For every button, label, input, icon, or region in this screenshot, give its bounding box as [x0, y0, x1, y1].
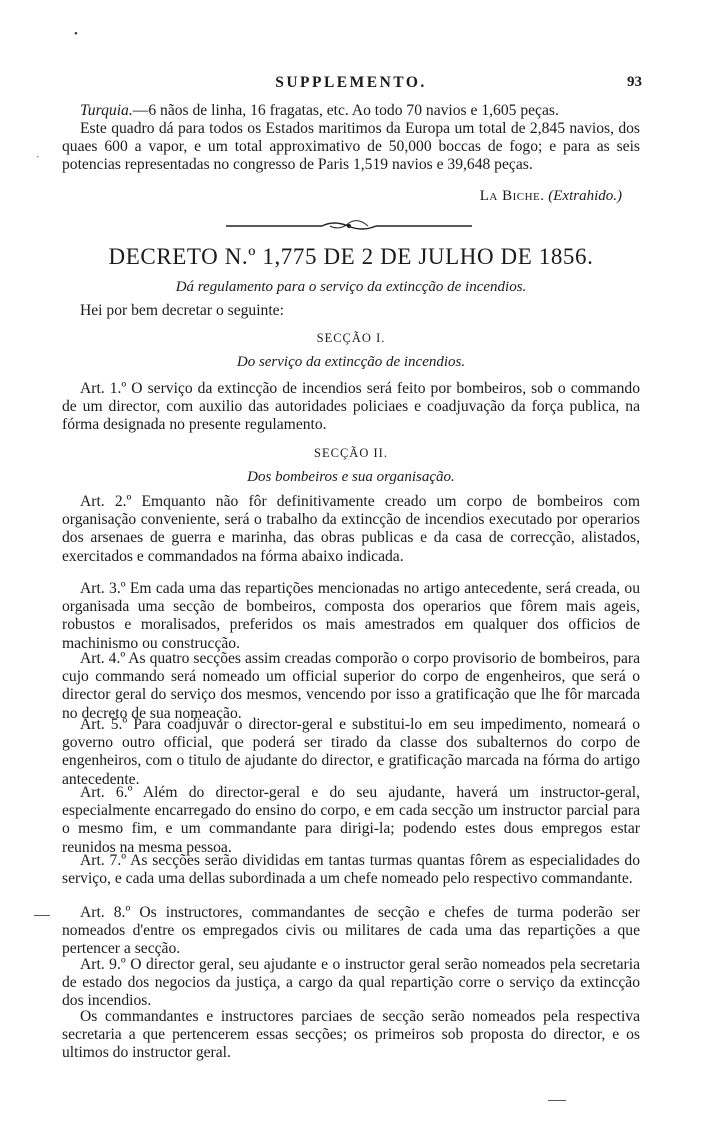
- article-paragraph: Art. 8.º Os instructores, commandantes de secção e chefes de turma poderão ser nomeados d'entre os empregados civis ou militares de cada uma das repartições a que pertencer a secção.: [62, 904, 640, 958]
- margin-mark: [548, 1100, 566, 1101]
- section-title: Dos bombeiros e sua organisação.: [247, 469, 455, 485]
- decree-title: DECRETO N.º 1,775 DE 2 DE JULHO DE 1856.: [108, 244, 594, 269]
- section-title: Do serviço da extincção de incendios.: [236, 354, 466, 370]
- turquia-paragraph: [62, 102, 640, 120]
- margin-mark: [34, 915, 50, 916]
- article-paragraph: Art. 3.º Em cada uma das repartições mencionadas no artigo antecedente, será creada, ou organisada uma secção de bombeiros, composta dos operarios que fôrem mais ageis, robustos e moralisados, preferidos os mais amestrados em qualquer dos officios de machinismo ou construcção.: [62, 580, 640, 652]
- article-paragraph: Art. 6.º Além do director-geral e do seu ajudante, haverá um instructor-geral, especialmente encarregado do ensino do corpo, e em cada secção um instructor parcial para o mesmo fim, e um commandante para dirigi-la; podendo estes dous empregos estar reunidos na mesma pessoa.: [62, 784, 640, 856]
- totals-text: Este quadro dá para todos os Estados maritimos da Europa um total de 2,845 navios, dos quaes 600 a vapor, e um total approximativo de 50,000 boccas de fogo; e para as seis potencias representadas no congresso de Paris 1,519 navios e 39,648 peças.: [62, 120, 640, 174]
- totals-paragraph: [62, 120, 640, 175]
- ink-speck: ˎ: [36, 146, 40, 158]
- section-label: SECÇÃO II.: [314, 446, 388, 460]
- running-title: SUPPLEMENTO.: [275, 74, 427, 91]
- article-paragraph: Art. 4.º As quatro secções assim creadas comporão o corpo provisorio de bombeiros, para cujo commando será nomeado um official superior do corpo de engenheiros, que será o director geral do serviço dos mesmos, vencendo por isso a gratificação que lhe fôr marcada no decreto de sua nomeação.: [62, 650, 640, 722]
- page-number: 93: [627, 74, 642, 90]
- article-paragraph: Art. 2.º Emquanto não fôr definitivamente creado um corpo de bombeiros com organisação conveniente, será o trabalho da extincção de incendios executado por operarios dos arsenaes de guerra e marinha, das obras publicas e da casa de correcção, alistados, exercitados e commandados na fórma abaixo indicada.: [62, 493, 640, 565]
- ornament-divider: [226, 219, 472, 233]
- section-label: SECÇÃO I.: [316, 331, 386, 345]
- article-paragraph: Os commandantes e instructores parciaes de secção serão nomeados pela respectiva secretaria a que pertencerem essas secções; os primeiros sob proposta do director, e os ultimos do instructor geral.: [62, 1008, 640, 1062]
- decree-opening: Hei por bem decretar o seguinte:: [80, 302, 284, 319]
- source-note: (Extrahido.): [548, 188, 622, 204]
- turquia-label: Turquia.: [80, 102, 133, 119]
- running-header: [62, 72, 640, 96]
- article-paragraph: Art. 7.º As secções serão divididas em tantas turmas quantas fôrem as especialidades do serviço, e cada uma dellas subordinada a um chefe nomeado pelo respectivo commandante.: [62, 852, 640, 888]
- ink-speck: •: [74, 28, 78, 40]
- decree-subtitle: Dá regulamento para o serviço da extincção de incendios.: [175, 279, 527, 295]
- turquia-text: —6 nãos de linha, 16 fragatas, etc. Ao todo 70 navios e 1,605 peças.: [132, 102, 559, 119]
- source-signoff: [480, 188, 622, 205]
- article-paragraph: Art. 1.º O serviço da extincção de incendios será feito por bombeiros, sob o commando de um director, com auxilio das autoridades policiaes e coadjuvação da força publica, na fórma designada no presente regulamento.: [62, 380, 640, 434]
- article-paragraph: Art. 9.º O director geral, seu ajudante e o instructor geral serão nomeados pela secretaria de estado dos negocios da justiça, a cargo da qual repartição corre o serviço da extincção dos incendios.: [62, 956, 640, 1010]
- article-paragraph: Art. 5.º Para coadjuvar o director-geral e substitui-lo em seu impedimento, nomeará o governo outro official, que poderá ser tirado da classe dos subalternos do corpo de engenheiros, com o titulo de ajudante do director, e gratificação marcada na fórma do artigo antecedente.: [62, 716, 640, 788]
- source-author: La Biche.: [479, 188, 545, 204]
